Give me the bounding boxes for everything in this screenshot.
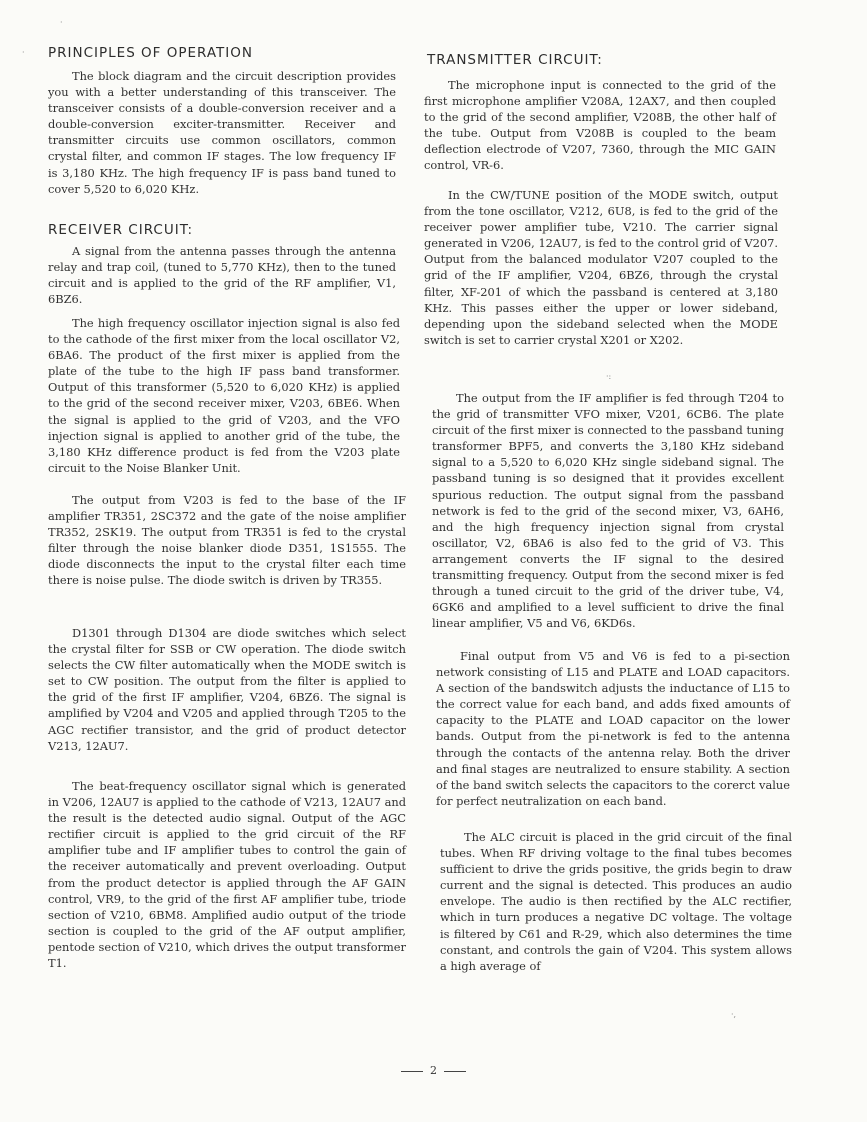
principles-paragraph: The block diagram and the circuit description provides you with a better understanding of this transceiver. The transceiver consists of a double-conversion receiver and a double-conversion exciter-transmitter. Receiver and transmitter circuits use common oscillators, common crystal filter, and common IF stages. The low frequency IF is 3,180 KHz. The high frequency IF is pass band tuned to cover 5,520 to 6,020 KHz. — [48, 69, 396, 196]
scan-speck: · — [60, 18, 63, 27]
scan-speck: ·, — [731, 1010, 737, 1019]
scan-speck: · — [22, 48, 25, 57]
receiver-paragraph-diode-switches: D1301 through D1304 are diode switches which select the crystal filter for SSB or CW operation. The diode switch selects the CW filter automatically when the MODE switch is set to CW position. The output from the filter is applied to the grid of the first IF amplifier, V204, 6BZ6. The signal is amplified by V204 and V205 and applied through T205 to the AGC rectifier transistor, and the grid of product detector V213, 12AU7. — [48, 626, 406, 753]
transmitter-paragraph-if-output: The output from the IF amplifier is fed through T204 to the grid of transmitter VFO mixer, V201, 6CB6. The plate circuit of the first mixer is connected to the passband tuning transformer BPF5, and converts the 3,180 KHz sideband signal to a 5,520 to 6,020 KHz single sideband signal. The passband tuning is so designed that it provides excellent spurious reduction. The output signal from the passband network is fed to the grid of the second mixer, V3, 6AH6, and the high frequency injection signal from crystal oscillator, V2, 6BA6 is also fed to the grid of V3. This arrangement converts the IF signal to the desired transmitting frequency. Output from the second mixer is fed through a tuned circuit to the grid of the driver tube, V4, 6GK6 and amplified to a level sufficient to drive the final linear amplifier, V5 and V6, 6KD6s. — [432, 391, 784, 631]
receiver-paragraph-antenna: A signal from the antenna passes through the antenna relay and trap coil, (tuned to 5,770 KHz), then to the tuned circuit and is applied to the grid of the RF amplifier, V1, 6BZ6. — [48, 244, 396, 307]
receiver-paragraph-bfo: The beat-frequency oscillator signal which is generated in V206, 12AU7 is applied to the cathode of V213, 12AU7 and the result is the detected audio signal. Output of the AGC rectifier circuit is applied to the grid circuit of the RF amplifier tube and IF amplifier tubes to control the gain of the receiver automatically and prevent overloading. Output from the product detector is applied through the AF GAIN control, VR9, to the grid of the first AF amplifier tube, triode section of V210, 6BM8. Amplified audio output of the triode section is coupled to the grid of the AF output amplifier, pentode section of V210, which drives the output transformer T1. — [48, 779, 406, 971]
receiver-paragraph-noise-blanker: The output from V203 is fed to the base of the IF amplifier TR351, 2SC372 and the gate of the noise amplifier TR352, 2SK19. The output from TR351 is fed to the crystal filter through the noise blanker diode D351, 1S1555. The diode disconnects the input to the crystal filter each time there is noise pulse. The diode switch is driven by TR355. — [48, 493, 406, 588]
page-footer — [0, 1064, 867, 1077]
transmitter-paragraph-cw-tune: In the CW/TUNE position of the MODE switch, output from the tone oscillator, V212, 6U8, is fed to the grid of the receiver power amplifier tube, V210. The carrier signal generated in V206, 12AU7, is fed to the control grid of V207. Output from the balanced modulator V207 coupled to the grid of the IF amplifier, V204, 6BZ6, through the crystal filter, XF-201 of which the passband is centered at 3,180 KHz. This passes either the upper or lower sideband, depending upon the sideband selected when the MODE switch is set to carrier crystal X201 or X202. — [424, 188, 778, 347]
transmitter-heading: TRANSMITTER CIRCUIT: — [427, 52, 603, 68]
transmitter-paragraph-alc: The ALC circuit is placed in the grid circuit of the final tubes. When RF driving voltage to the final tubes becomes sufficient to drive the grids positive, the grids begin to draw current and the signal is detected. This produces an audio envelope. The audio is then rectified by the ALC rectifier, which in turn produces a negative DC voltage. The voltage is filtered by C61 and R-29, which also determines the time constant, and controls the gain of V204. This system allows a high average of — [440, 830, 792, 973]
transmitter-paragraph-final-output: Final output from V5 and V6 is fed to a pi-section network consisting of L15 and PLATE and LOAD capacitors. A section of the bandswitch adjusts the inductance of L15 to the correct value for each band, and adds fixed amounts of capacity to the PLATE and LOAD capacitor on the lower bands. Output from the pi-network is fed to the antenna through the contacts of the antenna relay. Both the driver and final stages are neutralized to ensure stability. A section of the band switch selects the capacitors to the corerct value for perfect neutralization on each band. — [436, 649, 790, 808]
receiver-paragraph-oscillator: The high frequency oscillator injection signal is also fed to the cathode of the first mixer from the local oscillator V2, 6BA6. The product of the first mixer is applied from the plate of the tube to the high IF pass band transformer. Output of this transformer (5,520 to 6,020 KHz) is applied to the grid of the second receiver mixer, V203, 6BE6. When the signal is applied to the grid of V203, and the VFO injection signal is applied to another grid of the tube, the 3,180 KHz difference product is fed from the V203 plate circuit to the Noise Blanker Unit. — [48, 316, 400, 475]
footer-rule-right — [444, 1071, 466, 1072]
footer-rule-left — [401, 1071, 423, 1072]
receiver-heading: RECEIVER CIRCUIT: — [48, 222, 193, 238]
principles-heading: PRINCIPLES OF OPERATION — [48, 45, 254, 61]
transmitter-paragraph-microphone: The microphone input is connected to the grid of the first microphone amplifier V208A, 12AX7, and then coupled to the grid of the second amplifier, V208B, the other half of the tube. Output from V208B is coupled to the beam deflection electrode of V207, 7360, through the MIC GAIN control, VR-6. — [424, 78, 776, 173]
page-number: 2 — [430, 1064, 437, 1077]
scan-speck: ·: — [606, 372, 612, 381]
